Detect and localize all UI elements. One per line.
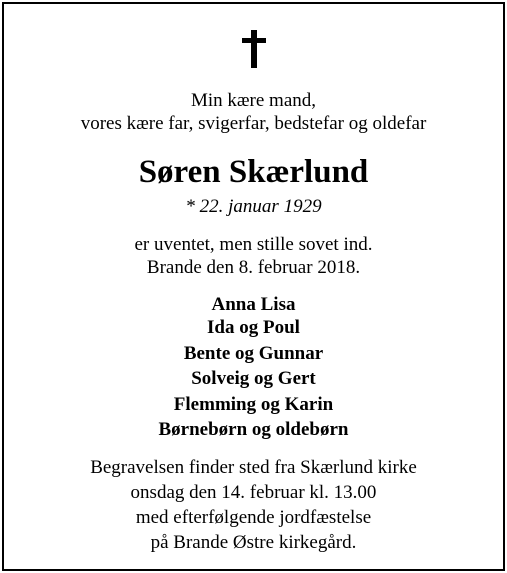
funeral-line-4: på Brande Østre kirkegård. (150, 532, 357, 553)
family-member-3: Bente og Gunnar (183, 343, 324, 364)
family-member-5: Flemming og Karin (173, 394, 334, 415)
family-member-1: Anna Lisa (211, 294, 296, 315)
funeral-line-1: Begravelsen finder sted fra Skærlund kirke (90, 457, 417, 478)
intro-line-1: Min kære mand, (190, 90, 317, 111)
family-member-4: Solveig og Gert (191, 368, 316, 389)
funeral-line-3: med efterfølgende jordfæstelse (135, 507, 372, 528)
deceased-name: Søren Skærlund (138, 154, 369, 190)
family-member-2: Ida og Poul (207, 317, 300, 338)
cross-icon (242, 30, 266, 70)
funeral-line-2: onsdag den 14. februar kl. 13.00 (130, 482, 377, 503)
birth-date: * 22. januar 1929 (185, 196, 322, 217)
death-line-2: Brande den 8. februar 2018. (146, 257, 361, 278)
intro-line-2: vores kære far, svigerfar, bedstefar og oldefar (80, 113, 427, 134)
death-line-1: er uventet, men stille sovet ind. (134, 234, 373, 255)
family-member-6: Børnebørn og oldebørn (158, 419, 349, 440)
